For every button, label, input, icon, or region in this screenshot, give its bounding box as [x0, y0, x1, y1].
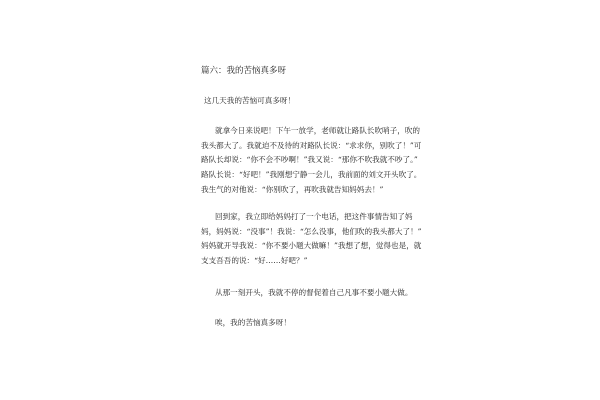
paragraph-3-line: 从那一刻开头，我就不停的督促着自己凡事不要小题大做。: [215, 288, 413, 297]
document-title: 篇六：我的苦恼真多呀: [201, 66, 287, 76]
paragraph-2-line: 回到家，我立即给妈妈打了一个电话，把这件事情告知了妈: [215, 212, 413, 221]
paragraph-1-line: 就拿今日来说吧！下午一放学，老师就让路队长吹哨子，吹的: [215, 126, 421, 135]
paragraph-1-line: 我头都大了。我就迫不及待的对路队长说：“求求你，别吹了！”可: [201, 140, 422, 150]
closing-paragraph: [201, 316, 397, 331]
intro-line: 这几天我的苦恼可真多呀！: [204, 96, 296, 105]
paragraph-2-line: 妈，妈妈说：“没事”！我说：“怎么没事，他们吹的我头都大了！”: [201, 226, 422, 236]
paragraph-3: [201, 286, 413, 301]
closing-line: 唉，我的苦恼真多呀！: [215, 318, 291, 327]
paragraph-1-line: 路队长说：“好吧！”我刚想宁静一会儿，我前面的刘文开头吹了。: [201, 170, 422, 180]
paragraph-1: [201, 124, 422, 197]
paragraph-1-line: 我生气的对他说：“你别吹了，再吹我就告知妈妈去！”: [201, 184, 384, 194]
paragraph-2: [201, 210, 422, 269]
paragraph-1-line: 路队长却说：“你不会不吵啊！”我又说：“那你不吹我就不吵了。”: [201, 155, 418, 165]
paragraph-2-line: 妈妈就开导我说：“你不要小题大做嘛！”我想了想，觉得也是，就: [201, 241, 422, 251]
paragraph-2-line: 支支吾吾的说：“好……好吧？”: [201, 256, 308, 266]
intro-paragraph: [204, 94, 400, 109]
